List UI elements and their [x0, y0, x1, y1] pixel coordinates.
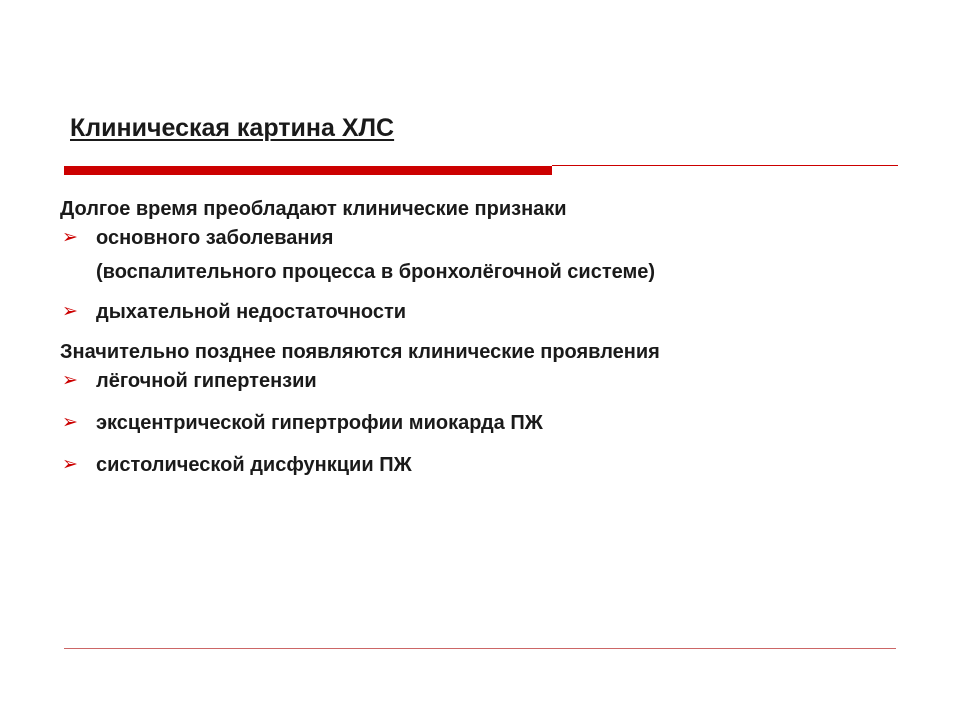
list-item	[60, 364, 920, 398]
list-item	[60, 448, 920, 482]
list-item-text: основного заболевания	[96, 227, 334, 249]
list-item	[60, 406, 920, 440]
section-heading-early: Долгое время преобладают клинические признаки	[60, 198, 567, 220]
slide-body	[60, 198, 920, 482]
arrow-bullet-icon: ➢	[62, 454, 78, 475]
list-item-subtext: (воспалительного процесса в бронхолёгочной системе)	[96, 261, 656, 283]
arrow-bullet-icon: ➢	[62, 301, 78, 322]
list-item-text: эксцентрической гипертрофии миокарда ПЖ	[96, 412, 543, 434]
list-item-text: дыхательной недостаточности	[96, 301, 407, 323]
list-item-text: систолической дисфункции ПЖ	[96, 454, 412, 476]
slide-title: Клиническая картина ХЛС	[70, 114, 395, 142]
late-signs-list	[60, 364, 920, 482]
list-item-text: лёгочной гипертензии	[96, 370, 317, 392]
arrow-bullet-icon: ➢	[62, 227, 78, 248]
list-item	[60, 295, 920, 329]
title-divider-thick	[64, 166, 552, 175]
footer-divider	[64, 648, 896, 649]
early-signs-list	[60, 221, 920, 329]
arrow-bullet-icon: ➢	[62, 370, 78, 391]
arrow-bullet-icon: ➢	[62, 412, 78, 433]
list-item	[60, 221, 920, 289]
title-divider-thin	[552, 165, 898, 166]
section-heading-late: Значительно позднее появляются клинические проявления	[60, 341, 660, 363]
